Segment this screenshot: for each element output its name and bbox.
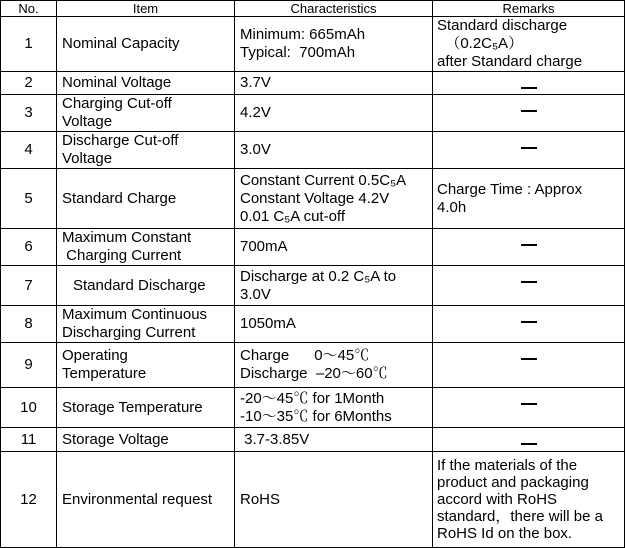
characteristics-line: 1050mA	[240, 315, 296, 332]
cell-characteristics	[235, 132, 433, 169]
dash-mark	[521, 87, 537, 89]
cell-no: 10	[1, 388, 57, 428]
item-line: Storage Voltage	[62, 430, 169, 448]
cell-characteristics	[235, 452, 433, 548]
characteristics-line: 3.0V	[240, 141, 271, 158]
cell-item	[57, 95, 235, 132]
cell-characteristics	[235, 72, 433, 95]
cell-characteristics	[235, 17, 433, 72]
item-line: Standard Charge	[62, 189, 177, 207]
table-row	[1, 452, 625, 548]
item-line: Discharge Cut-off	[62, 132, 179, 149]
cell-item	[57, 229, 235, 266]
table-row	[1, 169, 625, 229]
table-row	[1, 132, 625, 169]
header-remarks: Remarks	[433, 1, 625, 17]
dash-mark	[521, 443, 537, 445]
cell-no: 5	[1, 169, 57, 229]
cell-no: 4	[1, 132, 57, 169]
characteristics-line: Minimum: 665mAh	[240, 26, 366, 43]
item-line: Operating	[62, 347, 128, 364]
cell-remarks	[433, 72, 625, 95]
remarks-line: RoHS Id on the box.	[437, 525, 573, 542]
cell-characteristics	[235, 229, 433, 266]
dash-mark	[521, 358, 537, 360]
cell-no: 7	[1, 266, 57, 306]
cell-remarks	[433, 428, 625, 452]
cell-characteristics	[235, 95, 433, 132]
dash-mark	[521, 147, 537, 149]
remarks-line: Standard discharge	[437, 17, 568, 34]
table-row	[1, 17, 625, 72]
characteristics-line: 700mA	[240, 238, 288, 255]
characteristics-line: -20～45℃ for 1Month	[240, 389, 385, 407]
cell-item	[57, 266, 235, 306]
characteristics-line: RoHS	[240, 490, 281, 508]
item-line: Standard Discharge	[73, 276, 206, 294]
remarks-line: standard，there will be a	[437, 508, 603, 525]
cell-item	[57, 452, 235, 548]
remarks-line: accord with RoHS	[437, 491, 558, 508]
cell-characteristics	[235, 169, 433, 229]
item-line: Discharging Current	[62, 324, 196, 341]
cell-remarks	[433, 132, 625, 169]
cell-remarks	[433, 229, 625, 266]
dash-mark	[521, 403, 537, 405]
dash-mark	[521, 281, 537, 283]
dash-mark	[521, 244, 537, 246]
remarks-line: If the materials of the	[437, 457, 578, 474]
characteristics-line: 3.7-3.85V	[240, 430, 310, 448]
header-no: No.	[1, 1, 57, 17]
characteristics-line: Constant Current 0.5C₅A	[240, 171, 407, 189]
cell-remarks	[433, 17, 625, 72]
characteristics-line: Discharge at 0.2 C₅A to	[240, 267, 397, 285]
characteristics-line: 4.2V	[240, 104, 271, 121]
item-line: Environmental request	[62, 490, 213, 508]
cell-remarks	[433, 95, 625, 132]
remarks-line: product and packaging	[437, 474, 589, 491]
cell-no: 2	[1, 72, 57, 95]
cell-item	[57, 306, 235, 343]
item-line: Temperature	[62, 365, 147, 382]
table-row	[1, 343, 625, 388]
dash-mark	[521, 321, 537, 323]
header-row	[1, 1, 625, 17]
header-item: Item	[57, 1, 235, 17]
cell-no: 8	[1, 306, 57, 343]
item-line: Voltage	[62, 113, 113, 130]
cell-item	[57, 169, 235, 229]
cell-item	[57, 17, 235, 72]
cell-remarks	[433, 266, 625, 306]
cell-characteristics	[235, 388, 433, 428]
characteristics-line: Discharge –20～60℃	[240, 365, 388, 382]
item-line: Voltage	[62, 150, 113, 167]
cell-remarks	[433, 306, 625, 343]
cell-item	[57, 343, 235, 388]
cell-no: 6	[1, 229, 57, 266]
item-line: Charging Current	[62, 247, 182, 264]
remarks-line: Charge Time : Approx	[437, 180, 583, 198]
item-line: Nominal Capacity	[62, 35, 180, 52]
characteristics-line: -10～35℃ for 6Months	[240, 407, 392, 425]
table-row	[1, 388, 625, 428]
cell-characteristics	[235, 428, 433, 452]
cell-remarks	[433, 388, 625, 428]
cell-characteristics	[235, 306, 433, 343]
remarks-line: （0.2C₅A）	[437, 35, 524, 52]
cell-no: 3	[1, 95, 57, 132]
dash-mark	[521, 110, 537, 112]
cell-item	[57, 132, 235, 169]
remarks-line: 4.0h	[437, 198, 467, 216]
header-characteristics: Characteristics	[235, 1, 433, 17]
table-row	[1, 306, 625, 343]
cell-no: 9	[1, 343, 57, 388]
table-row	[1, 428, 625, 452]
item-line: Maximum Constant	[62, 229, 192, 246]
remarks-line: after Standard charge	[437, 53, 583, 70]
cell-no: 11	[1, 428, 57, 452]
characteristics-line: 3.0V	[240, 285, 271, 303]
table-row	[1, 229, 625, 266]
cell-remarks	[433, 343, 625, 388]
item-line: Charging Cut-off	[62, 95, 172, 112]
item-line: Maximum Continuous	[62, 306, 208, 323]
cell-item	[57, 72, 235, 95]
item-line: Storage Temperature	[62, 398, 203, 416]
item-line: Nominal Voltage	[62, 74, 172, 91]
characteristics-line: Typical: 700mAh	[240, 44, 356, 61]
characteristics-line: Charge 0～45℃	[240, 347, 370, 364]
cell-remarks	[433, 169, 625, 229]
cell-characteristics	[235, 266, 433, 306]
characteristics-line: 3.7V	[240, 74, 271, 91]
cell-no: 1	[1, 17, 57, 72]
table-row	[1, 95, 625, 132]
cell-characteristics	[235, 343, 433, 388]
table-row	[1, 266, 625, 306]
table-row	[1, 72, 625, 95]
characteristics-line: Constant Voltage 4.2V	[240, 189, 390, 207]
cell-item	[57, 388, 235, 428]
characteristics-line: 0.01 C₅A cut-off	[240, 207, 345, 225]
cell-remarks	[433, 452, 625, 548]
cell-item	[57, 428, 235, 452]
cell-no: 12	[1, 452, 57, 548]
